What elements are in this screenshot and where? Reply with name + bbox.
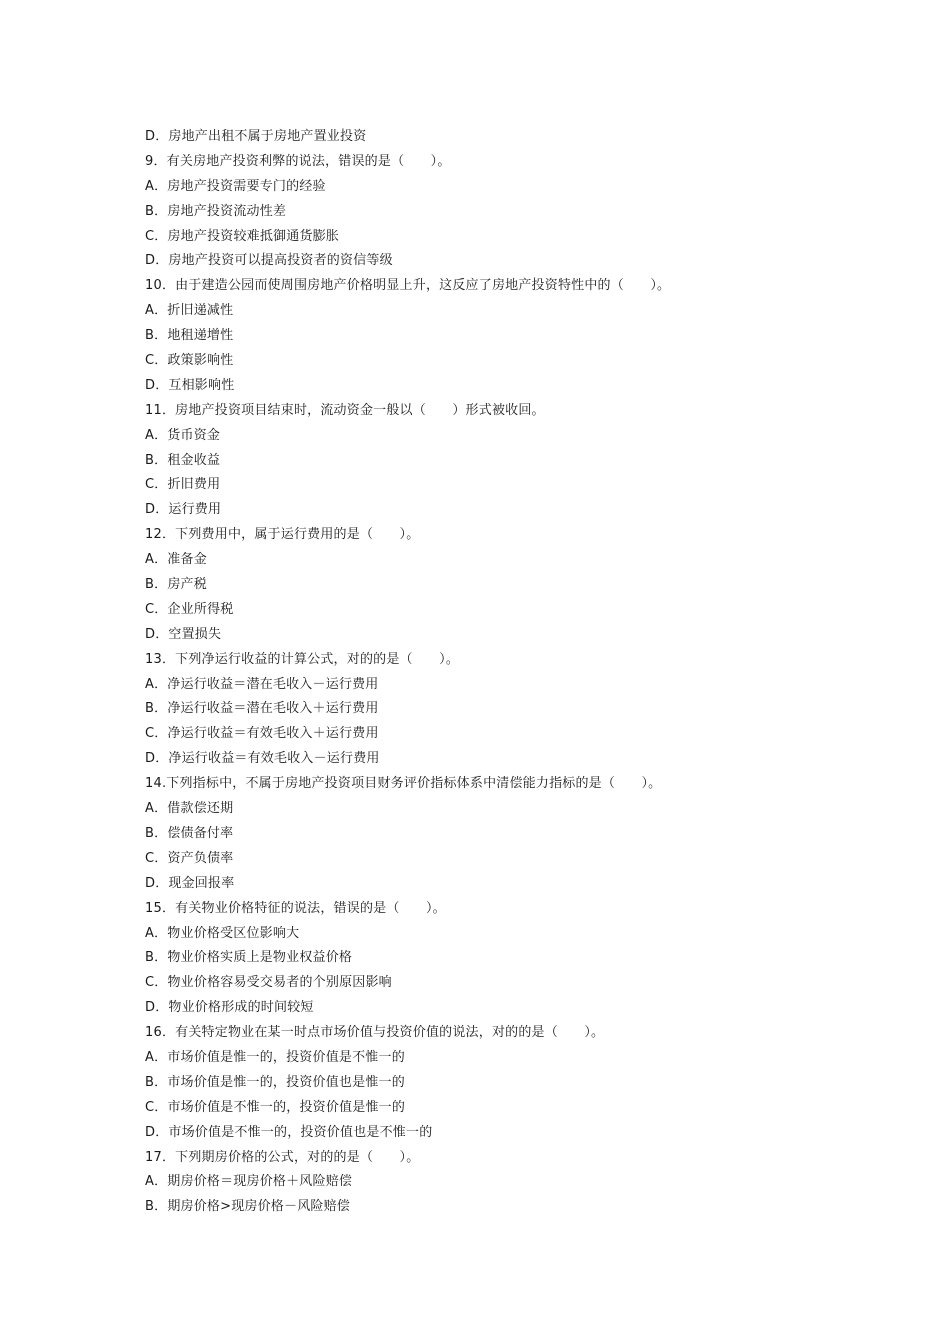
answer-option: B．净运行收益＝潜在毛收入＋运行费用 bbox=[145, 701, 379, 717]
answer-option: B．市场价值是惟一的，投资价值也是惟一的 bbox=[145, 1074, 405, 1090]
answer-option: B．偿债备付率 bbox=[145, 825, 234, 841]
answer-option: B．地租递增性 bbox=[145, 328, 234, 344]
question-stem: 11．房地产投资项目结束时，流动资金一般以（ ）形式被收回。 bbox=[145, 402, 545, 418]
answer-option: A．房地产投资需要专门的经验 bbox=[145, 178, 326, 194]
answer-option: C．净运行收益＝有效毛收入＋运行费用 bbox=[145, 726, 379, 742]
answer-option: A．货币资金 bbox=[145, 427, 221, 443]
answer-option: D．房地产出租不属于房地产置业投资 bbox=[145, 129, 367, 144]
question-list bbox=[145, 125, 865, 1220]
answer-option: A．借款偿还期 bbox=[145, 801, 234, 817]
answer-option: C．企业所得税 bbox=[145, 601, 234, 617]
question-stem: 10．由于建造公园而使周围房地产价格明显上升，这反应了房地产投资特性中的（ ）。 bbox=[145, 278, 671, 294]
answer-option: A．期房价格＝现房价格＋风险赔偿 bbox=[145, 1174, 353, 1190]
answer-option: B．期房价格>现房价格－风险赔偿 bbox=[145, 1199, 351, 1215]
answer-option: D．互相影响性 bbox=[145, 377, 235, 393]
question-stem: 14.下列指标中，不属于房地产投资项目财务评价指标体系中清偿能力指标的是（ ）。 bbox=[145, 776, 662, 792]
answer-option: A．市场价值是惟一的，投资价值是不惟一的 bbox=[145, 1049, 405, 1065]
answer-option: C．房地产投资较难抵御通货膨胀 bbox=[145, 228, 340, 244]
answer-option: D．净运行收益＝有效毛收入－运行费用 bbox=[145, 751, 380, 767]
answer-option: D．房地产投资可以提高投资者的资信等级 bbox=[145, 253, 393, 269]
answer-option: D．物业价格形成的时间较短 bbox=[145, 1000, 314, 1016]
answer-option: A．折旧递减性 bbox=[145, 303, 234, 319]
answer-option: C．政策影响性 bbox=[145, 353, 234, 369]
answer-option: B．房产税 bbox=[145, 577, 207, 593]
answer-option: D．市场价值是不惟一的，投资价值也是不惟一的 bbox=[145, 1124, 433, 1140]
answer-option: C．市场价值是不惟一的，投资价值是惟一的 bbox=[145, 1099, 406, 1115]
answer-option: A．净运行收益＝潜在毛收入－运行费用 bbox=[145, 676, 379, 692]
question-stem: 9．有关房地产投资利弊的说法，错误的是（ ）。 bbox=[145, 153, 451, 169]
question-stem: 16．有关特定物业在某一时点市场价值与投资价值的说法，对的的是（ ）。 bbox=[145, 1025, 605, 1041]
question-stem: 13．下列净运行收益的计算公式，对的的是（ ）。 bbox=[145, 651, 460, 667]
answer-option: C．折旧费用 bbox=[145, 477, 221, 493]
answer-option: A．准备金 bbox=[145, 552, 207, 568]
question-stem: 15．有关物业价格特征的说法，错误的是（ ）。 bbox=[145, 900, 446, 916]
answer-option: C．资产负债率 bbox=[145, 850, 234, 866]
answer-option: A．物业价格受区位影响大 bbox=[145, 925, 300, 941]
question-stem: 17．下列期房价格的公式，对的的是（ ）。 bbox=[145, 1149, 420, 1165]
answer-option: B．物业价格实质上是物业权益价格 bbox=[145, 950, 353, 966]
answer-option: D．现金回报率 bbox=[145, 875, 235, 891]
question-stem: 12．下列费用中，属于运行费用的是（ ）。 bbox=[145, 527, 420, 543]
answer-option: D．运行费用 bbox=[145, 502, 222, 518]
answer-option: D．空置损失 bbox=[145, 626, 222, 642]
answer-option: C．物业价格容易受交易者的个别原因影响 bbox=[145, 975, 392, 991]
answer-option: B．房地产投资流动性差 bbox=[145, 203, 287, 219]
answer-option: B．租金收益 bbox=[145, 452, 221, 468]
